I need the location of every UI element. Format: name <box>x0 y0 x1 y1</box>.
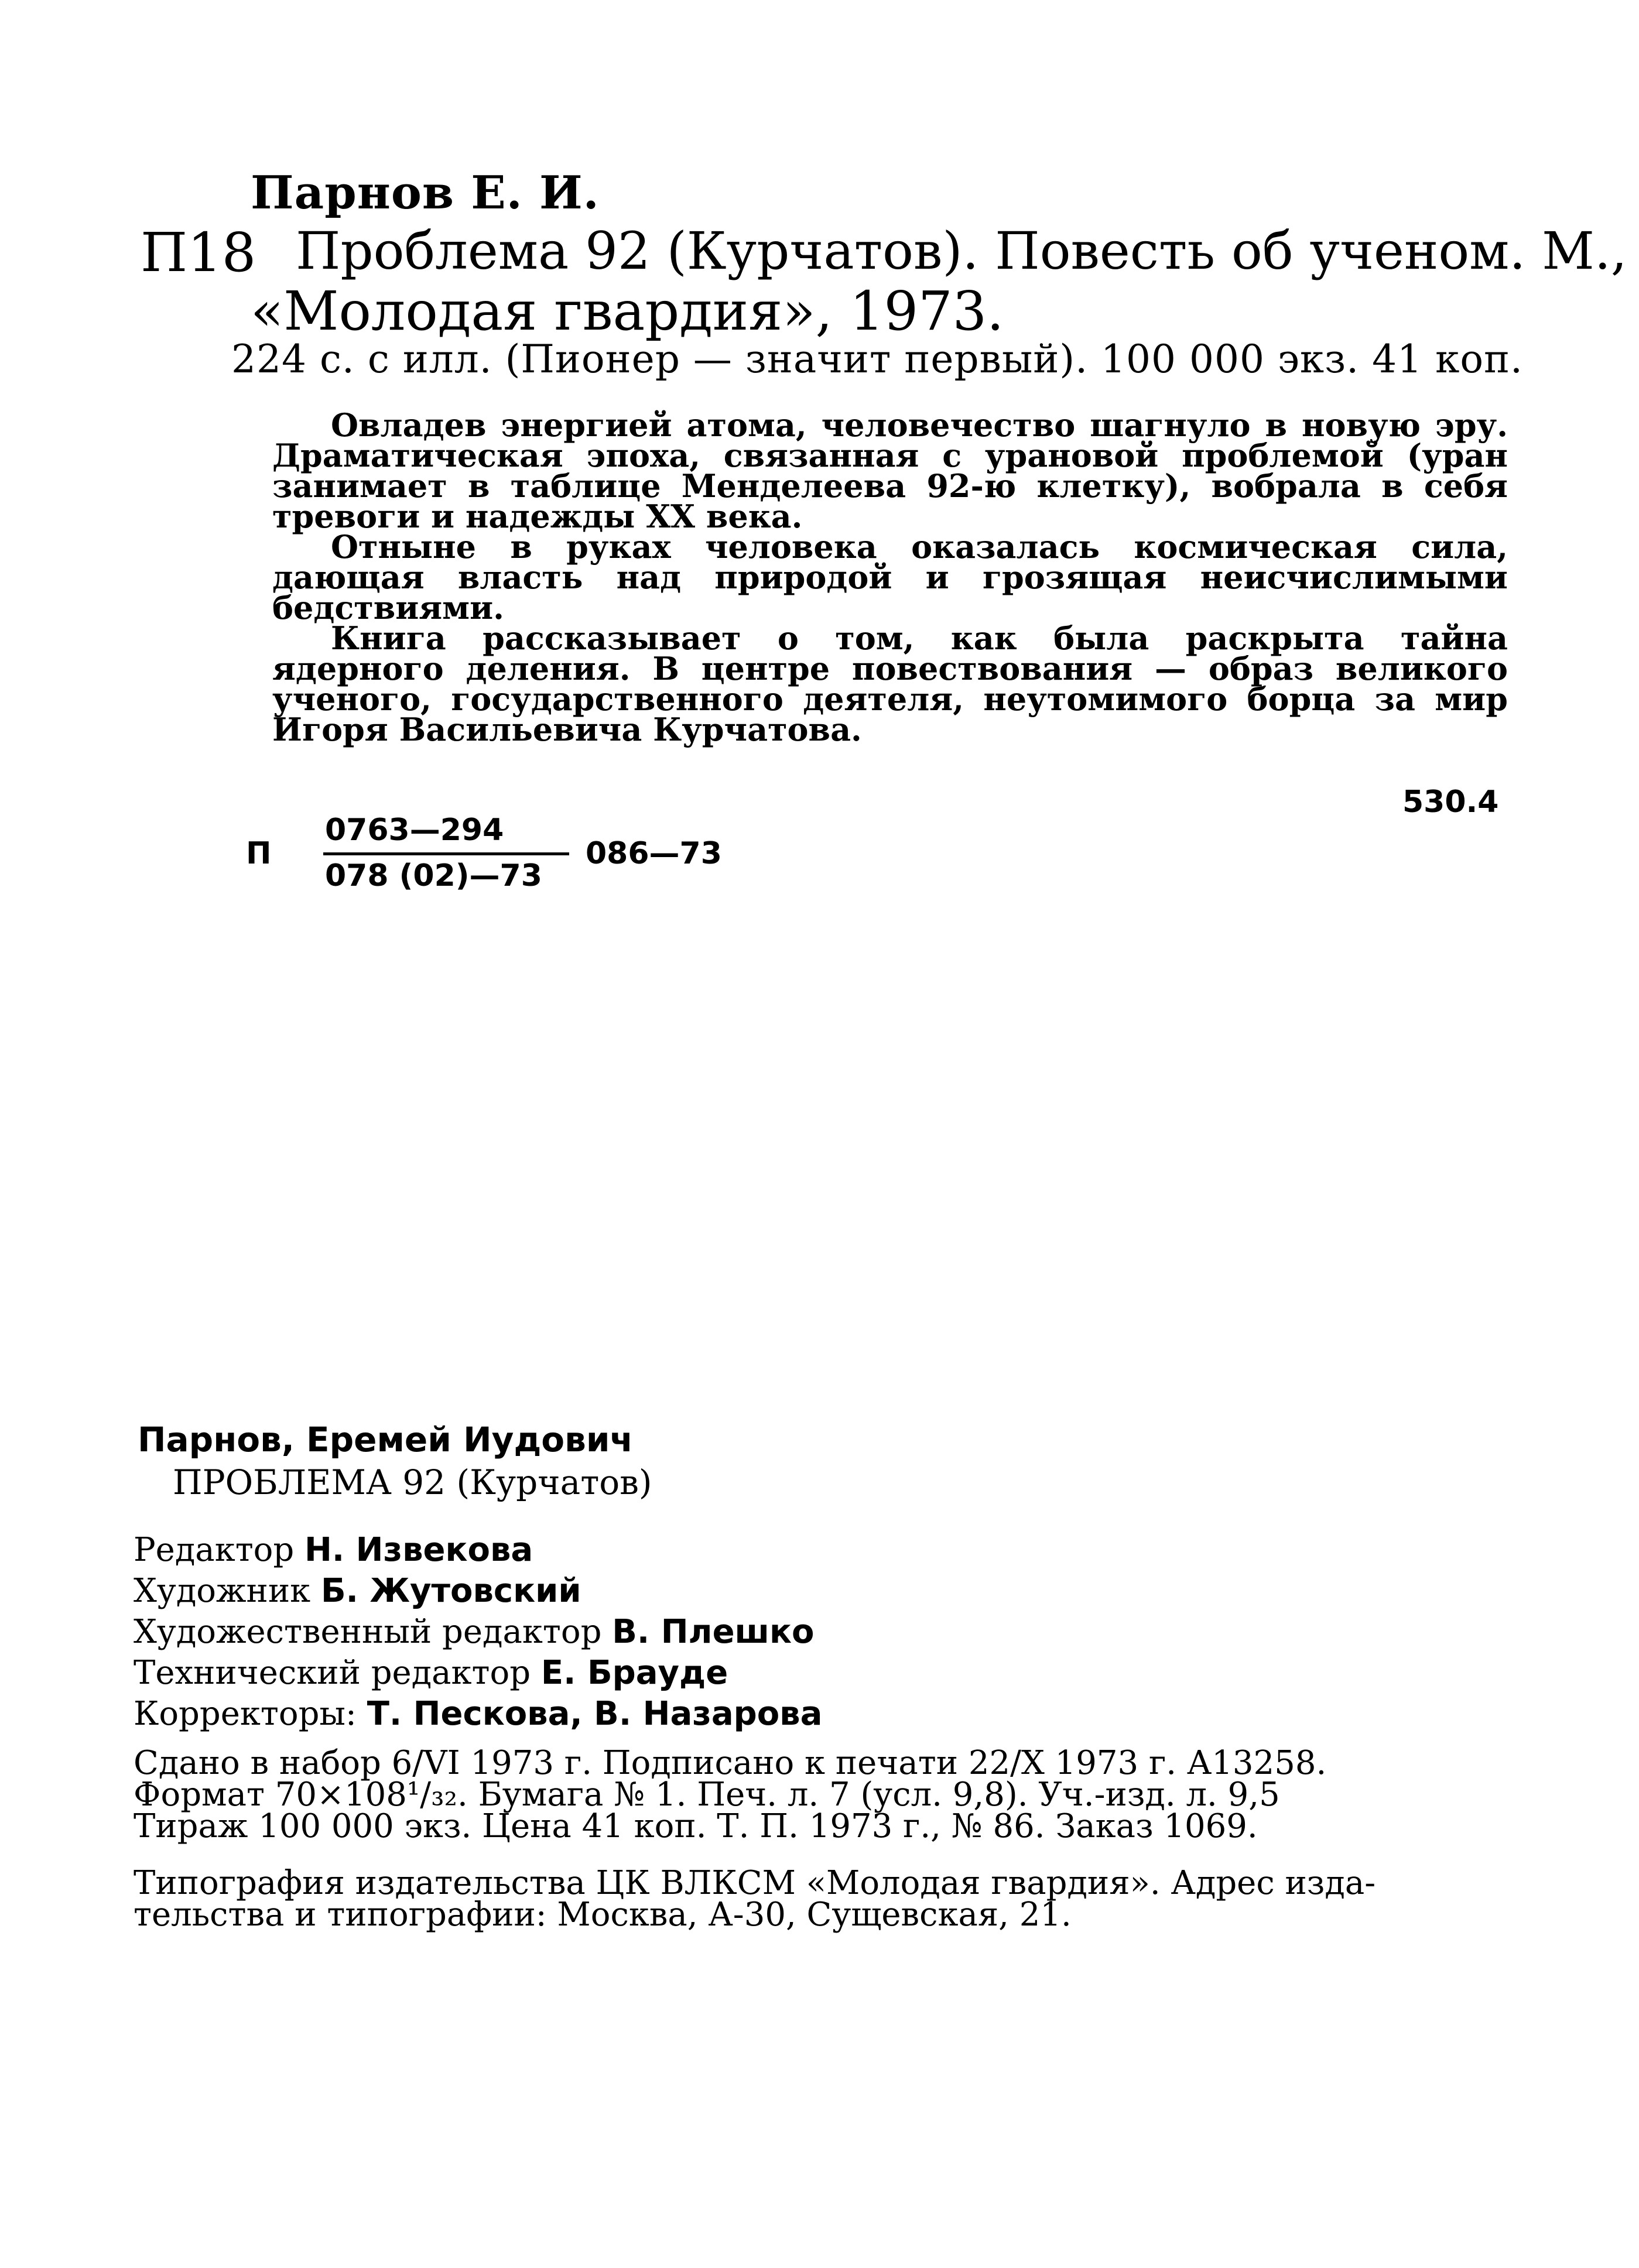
fraction-bar <box>323 852 569 855</box>
print-info-line: Сдано в набор 6/VI 1973 г. Подписано к печати 22/X 1973 г. А13258. <box>134 1744 1327 1782</box>
book-title-line: Проблема 92 (Курчатов). Повесть об ученом. М., <box>296 221 1627 281</box>
staff-role: Технический редактор <box>134 1654 531 1692</box>
staff-row <box>134 1613 822 1654</box>
printing-house-info <box>134 1864 1376 1934</box>
annotation-paragraph: Отныне в руках человека оказалась космическая сила, дающая власть над природой и грозящая неисчислимыми бедствиями. <box>272 528 1508 626</box>
print-info <box>134 1744 1327 1845</box>
catalog-code: П18 <box>141 221 256 284</box>
index-letter: П <box>246 836 272 871</box>
staff-person: Н. Извекова <box>304 1531 533 1569</box>
staff-person: Б. Жутовский <box>321 1572 581 1610</box>
annotation <box>272 406 1508 748</box>
staff-person: Е. Брауде <box>540 1654 728 1692</box>
annotation-paragraph: Книга рассказывает о том, как была раскрыта тайна ядерного деления. В центре повествования — образ великого ученого, государственного деятеля, неутомимого борца за мир Игоря Васильевича Курчатова. <box>272 619 1508 748</box>
printing-house-line: Типография издательства ЦК ВЛКСМ «Молодая гвардия». Адрес изда- <box>134 1864 1376 1902</box>
colophon-title: ПРОБЛЕМА 92 (Курчатов) <box>173 1462 652 1502</box>
colophon-author: Парнов, Еремей Иудович <box>138 1420 634 1460</box>
staff-role: Редактор <box>134 1531 295 1569</box>
staff-row <box>134 1572 822 1613</box>
printing-house-line: тельства и типографии: Москва, А-30, Сущевская, 21. <box>134 1896 1072 1934</box>
staff-row <box>134 1654 822 1695</box>
staff-person: В. Плешко <box>612 1613 815 1651</box>
index-suffix: 086—73 <box>586 836 722 871</box>
udc-code: 530.4 <box>1402 784 1499 820</box>
index-denominator: 078 (02)—73 <box>325 858 542 893</box>
publisher-line: «Молодая гвардия», 1973. <box>251 280 1004 342</box>
index-numerator: 0763—294 <box>325 813 504 848</box>
pages-circulation-line: 224 с. с илл. (Пионер — значит первый). 100 000 экз. 41 коп. <box>231 337 1524 382</box>
staff-person: Т. Пескова, В. Назарова <box>367 1695 823 1733</box>
staff-role: Корректоры: <box>134 1695 357 1733</box>
annotation-paragraph: Овладев энергией атома, человечество шагнуло в новую эру. Драматическая эпоха, связанная с урановой проблемой (уран занимает в таблице Менделеева 92-ю клетку), вобрала в себя тревоги и надежды XX века. <box>272 406 1508 535</box>
staff-role: Художник <box>134 1572 311 1610</box>
print-info-line: Формат 70×108¹/₃₂. Бумага № 1. Печ. л. 7 (усл. 9,8). Уч.-изд. л. 9,5 <box>134 1776 1280 1814</box>
print-info-line: Тираж 100 000 экз. Цена 41 коп. Т. П. 1973 г., № 86. Заказ 1069. <box>134 1807 1258 1845</box>
staff-row <box>134 1695 822 1736</box>
staff-list <box>134 1531 822 1736</box>
author-name: Парнов Е. И. <box>251 166 600 220</box>
staff-row <box>134 1531 822 1572</box>
staff-role: Художественный редактор <box>134 1613 602 1651</box>
